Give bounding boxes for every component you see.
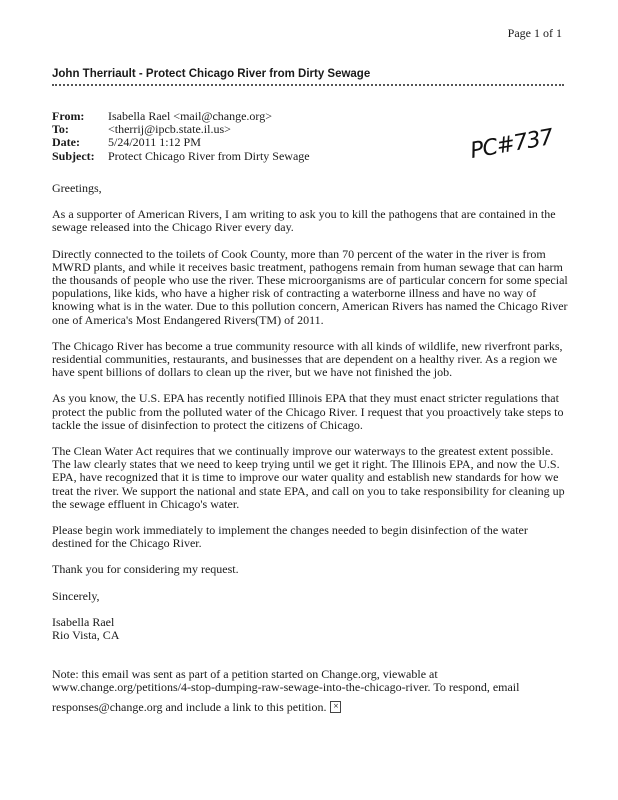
note-line-3-wrapper — [52, 701, 568, 714]
paragraph-6: Please begin work immediately to implement the changes needed to begin disinfection of the water destined for the Chicago River. — [52, 523, 528, 551]
note-line-1: Note: this email was sent as part of a petition started on Change.org, viewable at — [52, 667, 438, 682]
header-subject-value: Protect Chicago River from Dirty Sewage — [108, 148, 310, 163]
header-from-label: From: — [52, 109, 85, 123]
paragraph-5: The Clean Water Act requires that we continually improve our waterways to the greatest extent possible. The law clearly states that we need to keep trying until we get it right. The Illinois EPA, and now the U.S. EPA, have recognized that it is time to improve our water quality and establish new standards for how we treat the river. We support the national and state EPA, and call on you to take responsibility for cleaning up the sewage effluent in Chicago's water. — [52, 444, 565, 511]
header-subject — [52, 150, 310, 163]
email-title: John Therriault - Protect Chicago River from Dirty Sewage — [52, 68, 371, 80]
paragraph-2: Directly connected to the toilets of Cook County, more than 70 percent of the water in the river is from MWRD plants, and while it receives basic treatment, pathogens remain from human sewage that can harm the thousands of people who use the river. These microorganisms are of particular concern for some special populations, like kids, who have a higher risk of contracting a waterborne illness and have no way of knowing what is in the water. Due to this pollution concern, American Rivers has named the Chicago River one of America's Most Endangered Rivers(TM) of 2011. — [52, 246, 568, 327]
header-to-label: To: — [52, 122, 69, 137]
header-subject-label: Subject: — [52, 148, 95, 163]
sender-name: Isabella Rael — [52, 614, 115, 629]
paragraph-4: As you know, the U.S. EPA has recently notified Illinois EPA that they must enact stricter regulations that protect the public from the polluted water of the Chicago River. I request that you proactively take steps to tackle the issue of disinfection to protect the citizens of Chicago. — [52, 391, 564, 432]
header-date-value: 5/24/2011 1:12 PM — [108, 135, 201, 150]
header-from-value: Isabella Rael <mail@change.org> — [108, 109, 272, 123]
paragraph-3: The Chicago River has become a true community resource with all kinds of wildlife, new riverfront parks, residential communities, restaurants, and businesses that are dependent on a healthy river. As a region we have spent billions of dollars to clean up the river, but we have not finished the job. — [52, 338, 563, 380]
note-line-2: www.change.org/petitions/4-stop-dumping-raw-sewage-into-the-chicago-river. To respond, email — [52, 680, 520, 695]
header-to-value: <therrij@ipcb.state.il.us> — [108, 122, 231, 137]
paragraph-7: Thank you for considering my request. — [52, 562, 239, 577]
title-divider — [52, 84, 564, 86]
handwritten-mark: PC#737 — [468, 124, 555, 165]
header-date-label: Date: — [52, 135, 80, 150]
page-number: Page 1 of 1 — [507, 26, 562, 40]
closing: Sincerely, — [52, 588, 100, 603]
greeting: Greetings, — [52, 181, 102, 195]
broken-image-icon: × — [330, 701, 341, 713]
header-date — [52, 136, 310, 149]
sender-location: Rio Vista, CA — [52, 628, 120, 643]
email-body — [52, 182, 568, 714]
note-line-3: responses@change.org and include a link to this petition. — [52, 699, 327, 714]
paragraph-1: As a supporter of American Rivers, I am writing to ask you to kill the pathogens that are contained in the sewage released into the Chicago River every day. — [52, 207, 556, 235]
email-headers — [52, 110, 310, 163]
